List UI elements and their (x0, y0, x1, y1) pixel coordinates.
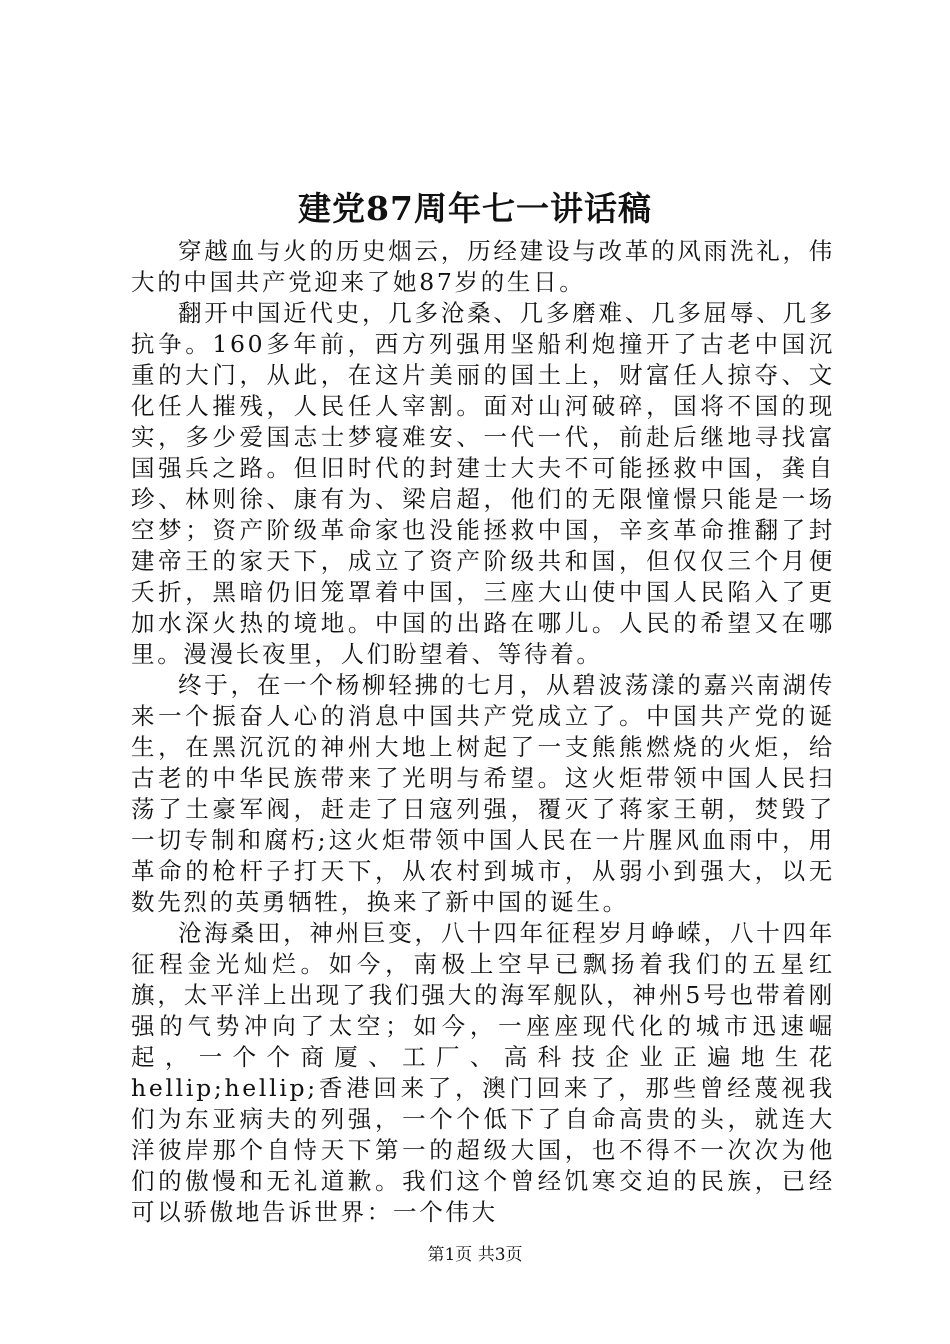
paragraph: 翻开中国近代史，几多沧桑、几多磨难、几多屈辱、几多抗争。160多年前，西方列强用坚船利炮撞开了古老中国沉重的大门，从此，在这片美丽的国土上，财富任人掠夺、文化任人摧残，人民任人宰割。面对山河破碎，国将不国的现实，多少爱国志士梦寝难安、一代一代，前赴后继地寻找富国强兵之路。但旧时代的封建士大夫不可能拯救中国，龚自珍、林则徐、康有为、梁启超，他们的无限憧憬只能是一场空梦；资产阶级革命家也没能拯救中国，辛亥革命推翻了封建帝王的家天下，成立了资产阶级共和国，但仅仅三个月便夭折，黑暗仍旧笼罩着中国，三座大山使中国人民陷入了更加水深火热的境地。中国的出路在哪儿。人民的希望又在哪里。漫漫长夜里，人们盼望着、等待着。 (131, 299, 835, 668)
paragraph: 穿越血与火的历史烟云，历经建设与改革的风雨洗礼，伟大的中国共产党迎来了她87岁的生日。 (131, 237, 835, 296)
page-number-footer: 第1页 共3页 (427, 1245, 523, 1265)
document-body (131, 236, 835, 1228)
document-title: 建党87周年七一讲话稿 (298, 189, 652, 228)
paragraph: 终于，在一个杨柳轻拂的七月，从碧波荡漾的嘉兴南湖传来一个振奋人心的消息中国共产党成立了。中国共产党的诞生，在黑沉沉的神州大地上树起了一支熊熊燃烧的火炬，给古老的中华民族带来了光明与希望。这火炬带领中国人民扫荡了土豪军阀，赶走了日寇列强，覆灭了蒋家王朝，焚毁了一切专制和腐朽;这火炬带领中国人民在一片腥风血雨中，用革命的枪杆子打天下，从农村到城市，从弱小到强大，以无数先烈的英勇牺牲，换来了新中国的诞生。 (131, 671, 835, 916)
paragraph: 沧海桑田，神州巨变，八十四年征程岁月峥嵘，八十四年征程金光灿烂。如今，南极上空早已飘扬着我们的五星红旗，太平洋上出现了我们强大的海军舰队，神州5号也带着刚强的气势冲向了太空；如今，一座座现代化的城市迅速崛起，一个个商厦、工厂、高科技企业正遍地生花hellip;hellip;香港回来了，澳门回来了，那些曾经蔑视我们为东亚病夫的列强，一个个低下了自命高贵的头，就连大洋彼岸那个自恃天下第一的超级大国，也不得不一次次为他们的傲慢和无礼道歉。我们这个曾经饥寒交迫的民族，已经可以骄傲地告诉世界：一个伟大 (131, 919, 835, 1226)
